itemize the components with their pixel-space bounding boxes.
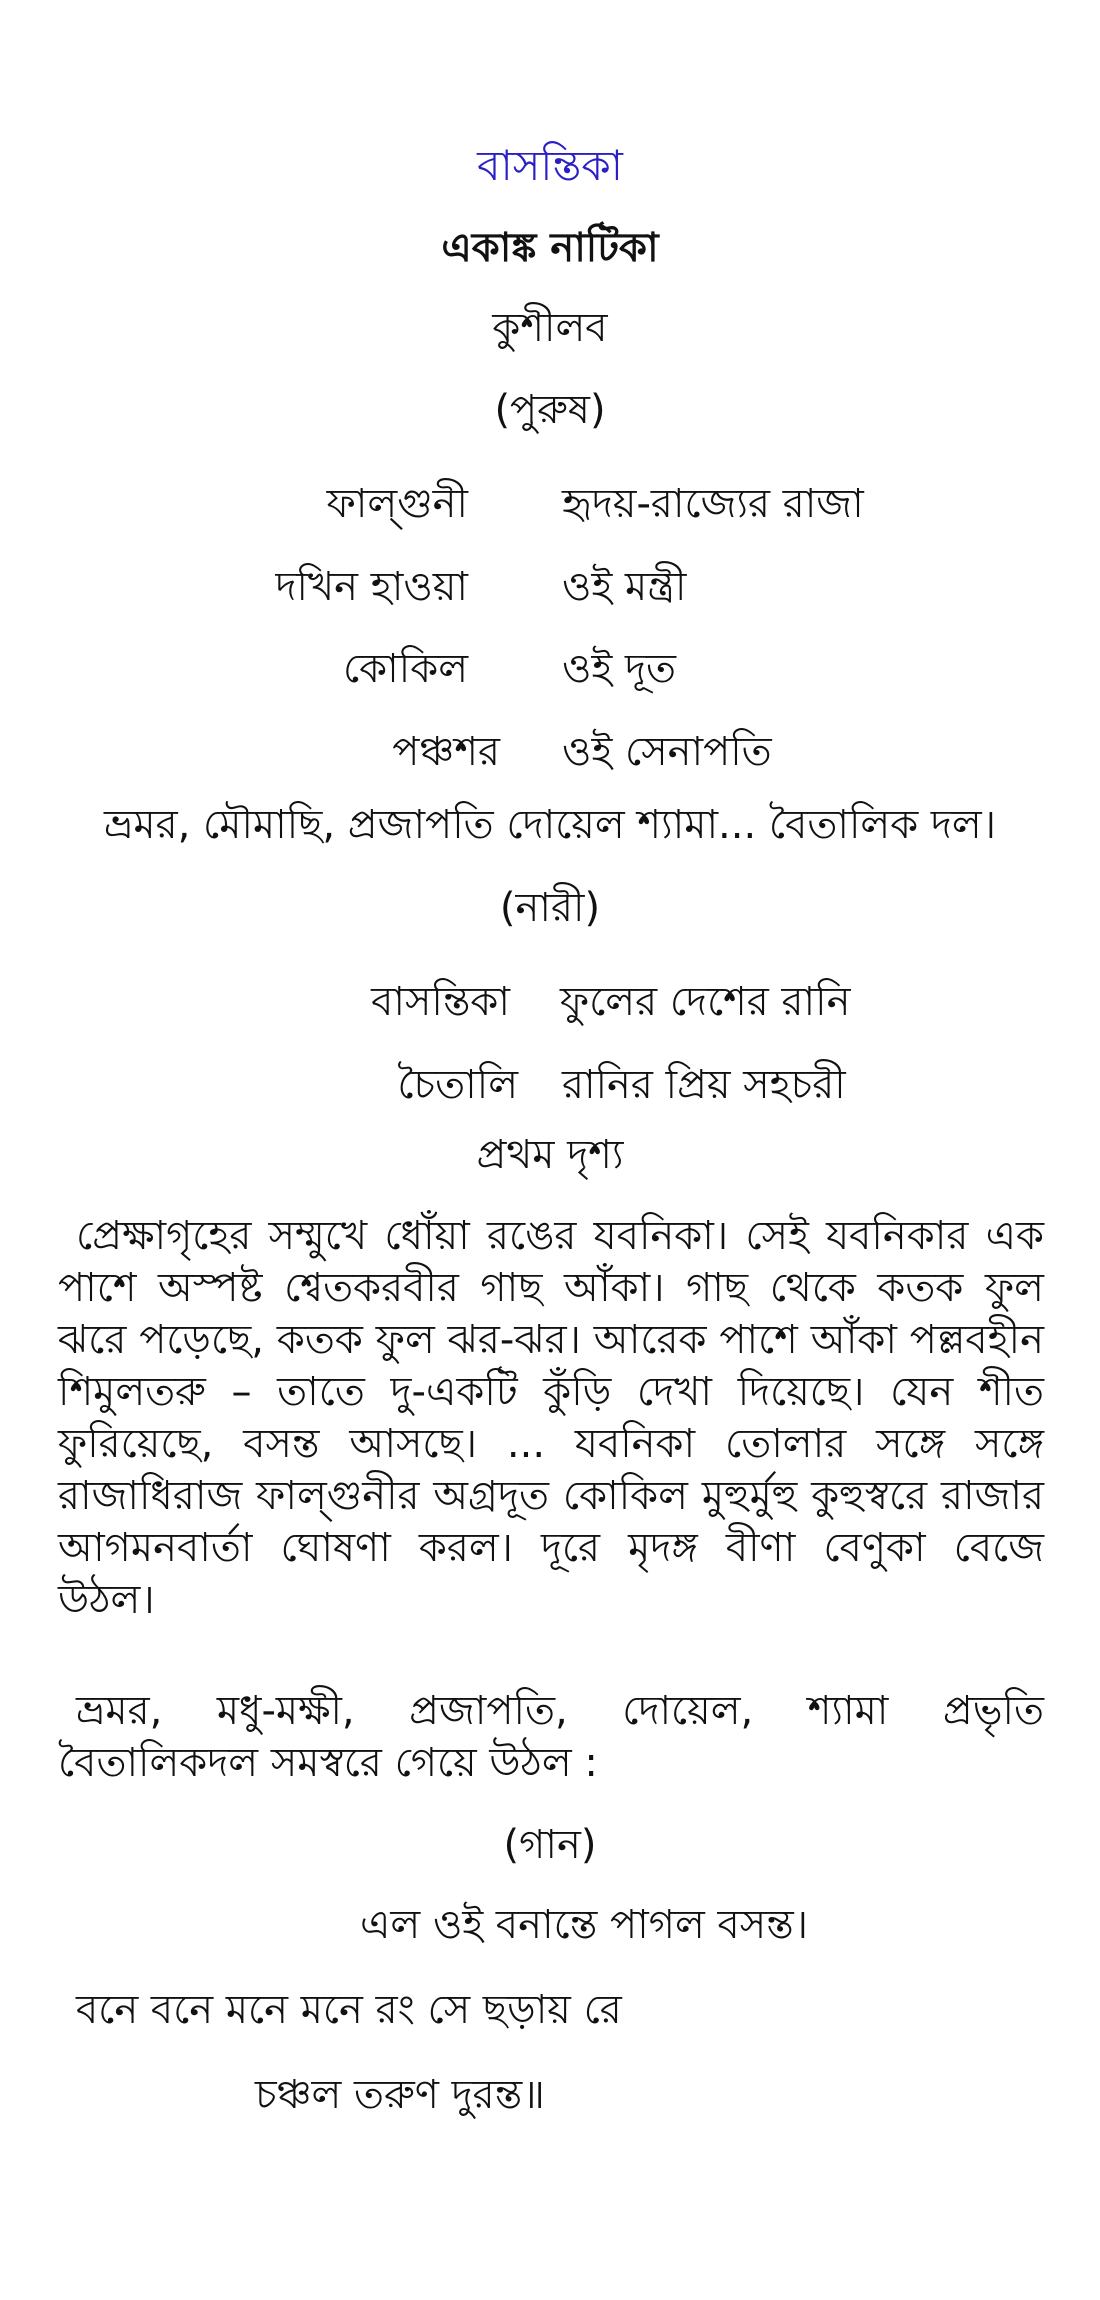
male-heading: (পুরুষ) [494,387,606,433]
song-heading: (গান) [503,1822,597,1868]
chorus-line: ভ্রমর, মৌমাছি, প্রজাপতি দোয়েল শ্যামা... বৈতালিক দল। [103,802,997,848]
cast-role-kokil: কোকিল [342,646,468,692]
song-line-1: এল ওই বনান্তে পাগল বসন্ত। [360,1902,809,1948]
cast-desc-panchashar: ওই সেনাপতি [562,729,772,775]
cast-desc-kokil: ওই দূত [562,646,676,692]
scene-heading: প্রথম দৃশ্য [476,1132,624,1178]
cast-desc-chaitali: রানির প্রিয় সহচরী [562,1062,846,1108]
page-title: বাসন্তিকা [477,141,623,190]
cast-role-dakhin-hawa: দখিন হাওয়া [275,564,468,610]
chorus-paragraph: ভ্রমর, মধু-মক্ষী, প্রজাপতি, দোয়েল, শ্যামা প্রভৃতি বৈতালিকদল সমস্বরে গেয়ে উঠল : [58,1688,1044,1786]
page-subtitle: একাঙ্ক নাটিকা [441,225,659,271]
song-line-3: চঞ্চল তরুণ দুরন্ত॥ [255,2072,545,2118]
female-heading: (নারী) [499,885,601,931]
cast-role-chaitali: চৈতালি [397,1062,518,1108]
cast-desc-phalguni: হৃদয়-রাজ্যের রাজা [562,481,864,527]
stage-direction-paragraph: প্রেক্ষাগৃহের সম্মুখে ধোঁয়া রঙের যবনিকা। সেই যবনিকার এক পাশে অস্পষ্ট শ্বেতকরবীর গাছ আঁকা। গাছ থেকে কতক ফুল ঝরে পড়েছে, কতক ফুল ঝর-ঝর। আরেক পাশে আঁকা পল্লবহীন শিমুলতরু – তাতে দু-একটি কুঁড়ি দেখা দিয়েছে। যেন শীত ফুরিয়েছে, বসন্ত আসছে। ... যবনিকা তোলার সঙ্গে সঙ্গে রাজাধিরাজ ফাল্গুনীর অগ্রদূত কোকিল মুহুর্মুহু কুহুস্বরে রাজার আগমনবার্তা ঘোষণা করল। দূরে মৃদঙ্গ বীণা বেণুকা বেজে উঠল। [58,1213,1044,1623]
cast-desc-dakhin-hawa: ওই মন্ত্রী [562,564,687,610]
cast-heading: কুশীলব [492,305,608,351]
cast-role-basantika: বাসন্তিকা [371,979,510,1025]
song-line-2: বনে বনে মনে মনে রং সে ছড়ায় রে [76,1987,622,2033]
cast-desc-basantika: ফুলের দেশের রানি [560,979,851,1025]
cast-role-panchashar: পঞ্চশর [392,729,500,775]
cast-role-phalguni: ফাল্গুনী [326,481,468,527]
